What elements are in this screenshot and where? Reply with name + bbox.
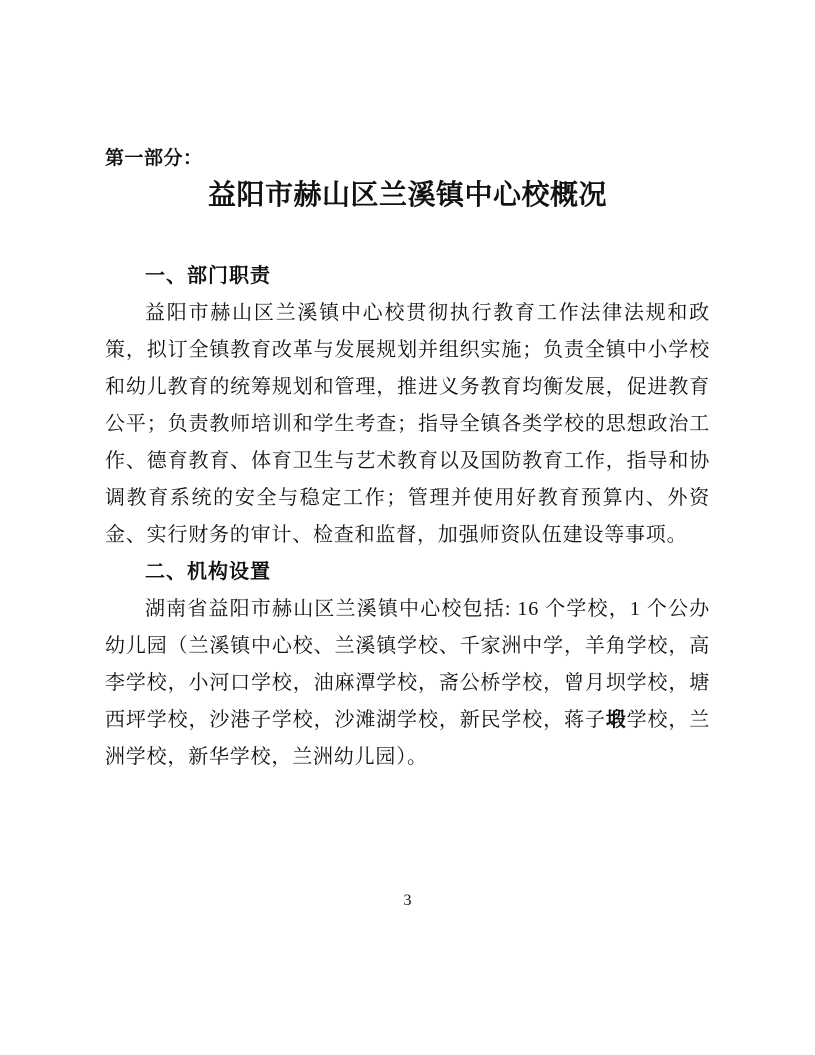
document-content: [105, 145, 710, 776]
page-number: 3: [403, 892, 412, 909]
organization-text-part1: 湖南省益阳市赫山区兰溪镇中心校包括: 16 个学校，1 个公办幼儿园（兰溪镇中心校、兰溪镇学校、千家洲中学，羊角学校，高李学校，小河口学校，油麻潭学校，斋公桥学校，曾月坝学校，塘西坪学校，沙港子学校，沙滩湖学校，新民学校，蒋子: [105, 598, 710, 731]
document-title: 益阳市赫山区兰溪镇中心校概况: [207, 180, 607, 211]
organization-text-part2: 学校，兰洲学校，新华学校，兰洲幼儿园）。: [105, 709, 711, 768]
section-heading-organization: 二、机构设置: [145, 561, 271, 583]
section-duties-paragraph: 益阳市赫山区兰溪镇中心校贯彻执行教育工作法律法规和政策，拟订全镇教育改革与发展规划并组织实施；负责全镇中小学校和幼儿教育的统筹规划和管理，推进义务教育均衡发展，促进教育公平；负责教师培训和学生考查；指导全镇各类学校的思想政治工作、德育教育、体育卫生与艺术教育以及国防教育工作，指导和协调教育系统的安全与稳定工作；管理并使用好教育预算内、外资金、实行财务的审计、检查和监督，加强师资队伍建设等事项。: [105, 302, 710, 546]
part-label: 第一部分：: [105, 148, 203, 169]
section-organization-paragraph: [105, 591, 710, 776]
section-heading-duties: 一、部门职责: [145, 265, 271, 287]
organization-text-bold-char: 塅: [605, 709, 627, 731]
